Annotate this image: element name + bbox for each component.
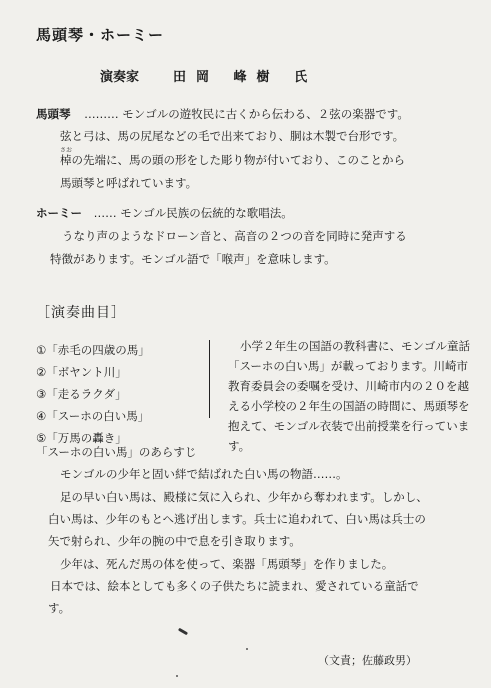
note-line: 教育委員会の委嘱を受け、川崎市内の２０を越: [228, 379, 470, 393]
program-heading: ［演奏曲目］: [36, 305, 126, 321]
synopsis-line: 白い馬は、少年のもとへ逃げ出します。兵士に追われて、白い馬は兵士の: [48, 512, 426, 526]
morin-khuur-line-2: 弦と弓は、馬の尻尾などの毛で出来ており、胴は木製で台形です。: [60, 129, 405, 143]
ink-speck: [178, 628, 188, 636]
lesson-note: [228, 336, 470, 456]
khoomei-line-3: 特徴があります。モンゴル語で「喉声」を意味します。: [50, 252, 336, 266]
morin-khuur-term: 馬頭琴: [36, 107, 71, 121]
program-item: ⑤「万馬の轟き」: [36, 431, 127, 445]
note-line: 「スーホの白い馬」が載っております。川崎市: [228, 359, 469, 373]
morin-khuur-line-4: 馬頭琴と呼ばれています。: [60, 176, 198, 190]
khoomei-line-1: [36, 203, 293, 223]
note-line: える小学校の２年生の国語の時間に、馬頭琴を: [228, 399, 470, 413]
khoomei-line-2: うなり声のようなドローン音と、高音の２つの音を同時に発声する: [62, 229, 407, 243]
author-credit: （文責；佐藤政男）: [318, 654, 417, 667]
program-item: ③「走るラクダ」: [36, 387, 127, 401]
performer-line: [100, 66, 317, 85]
document-title: 馬頭琴・ホーミー: [36, 26, 165, 44]
ink-dot: [246, 648, 248, 650]
note-line: 抱えて、モンゴル衣装で出前授業を行っていま: [228, 419, 470, 433]
performer-name: 田岡 峰樹 氏: [173, 70, 318, 85]
performer-label: 演奏家: [100, 70, 140, 85]
morin-khuur-text: ……… モンゴルの遊牧民に古くから伝わる、２弦の楽器です。: [84, 107, 409, 121]
ink-dot: [176, 675, 178, 677]
morin-khuur-line-1: [36, 104, 409, 124]
synopsis-line: 足の早い白い馬は、殿様に気に入られ、少年から奪われます。しかし、: [60, 490, 428, 504]
note-line: 小学２年生の国語の教科書に、モンゴル童話: [240, 339, 470, 353]
divider-line: [209, 340, 210, 418]
synopsis-line: 日本では、絵本としても多くの子供たちに読まれ、愛されている童話で: [50, 579, 419, 593]
synopsis-line: 少年は、死んだ馬の体を使って、楽器「馬頭琴」を作りました。: [60, 557, 394, 571]
program-item: ④「スーホの白い馬」: [36, 409, 150, 423]
khoomei-text: …… モンゴル民族の伝統的な歌唱法。: [93, 206, 293, 220]
note-line: す。: [228, 439, 251, 453]
synopsis-line: す。: [48, 601, 71, 615]
synopsis-heading: 「スーホの白い馬」のあらすじ: [36, 445, 197, 459]
program-item: ①「赤毛の四歳の馬」: [36, 343, 150, 357]
morin-khuur-ruby: さお: [60, 147, 73, 154]
synopsis-line: モンゴルの少年と固い絆で結ばれた白い馬の物語……。: [60, 467, 348, 481]
khoomei-term: ホーミー: [36, 206, 82, 220]
program-item: ②「ボヤント川」: [36, 365, 127, 379]
synopsis-line: 矢で射られ、少年の腕の中で息を引き取ります。: [48, 534, 301, 548]
morin-khuur-line-3: 棹の先端に、馬の頭の形をした彫り物が付いており、このことから: [60, 153, 405, 167]
